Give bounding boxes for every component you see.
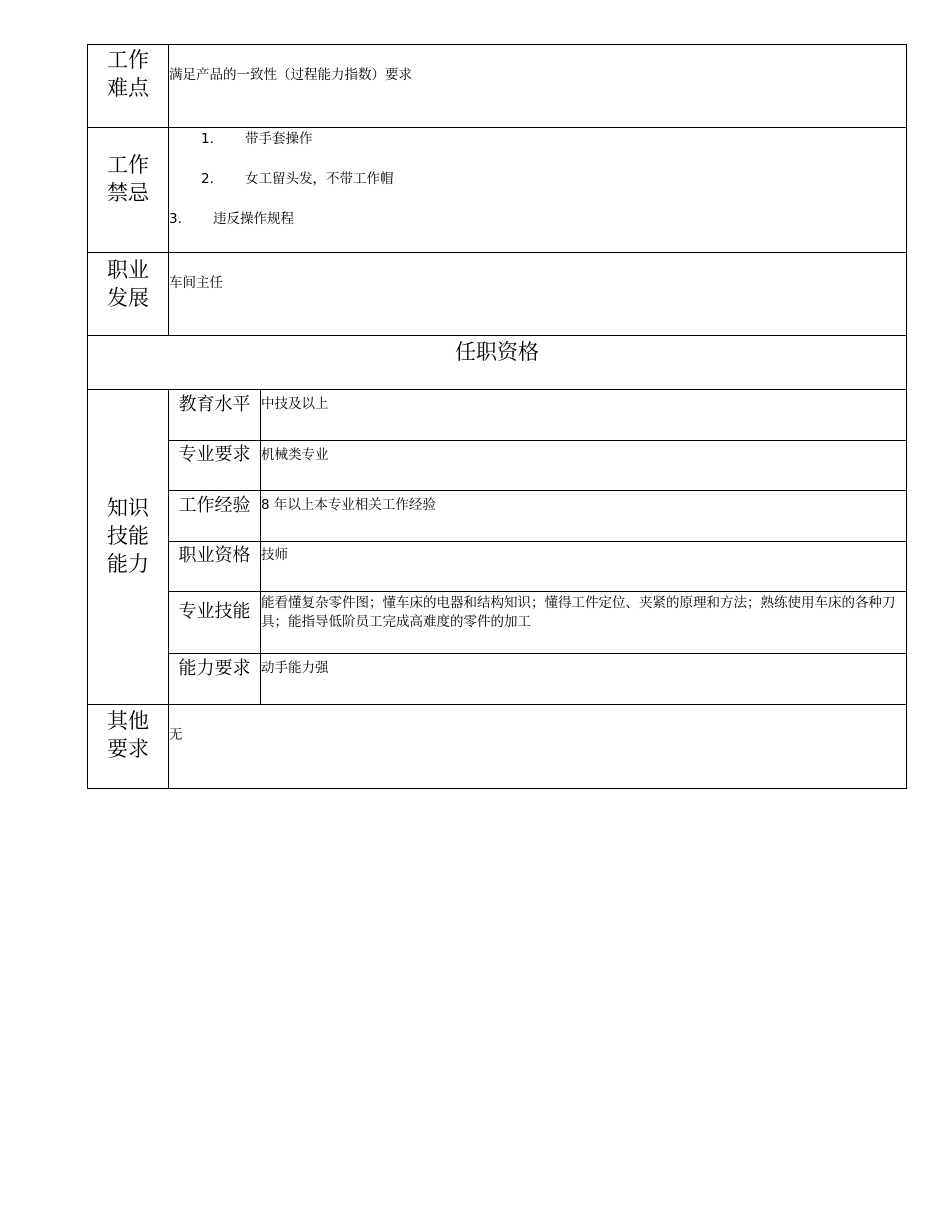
taboo-item-text: 违反操作规程: [213, 211, 294, 227]
knowledge-item-label: 工作经验: [178, 495, 251, 516]
knowledge-item-label: 职业资格: [178, 545, 251, 566]
taboo-item-text: 带手套操作: [245, 131, 313, 147]
row-label-difficulty: 工作 难点: [107, 48, 149, 100]
row-divider: [87, 389, 907, 390]
knowledge-item-label: 专业要求: [178, 444, 251, 465]
taboo-item-text: 女工留头发，不带工作帽: [245, 171, 394, 187]
subrow-divider: [168, 490, 907, 491]
knowledge-item-text: 机械类专业: [261, 447, 329, 463]
row-label-other: 其他 要求: [107, 709, 149, 761]
career-text: 车间主任: [169, 275, 223, 291]
knowledge-item-text: 中技及以上: [261, 396, 329, 412]
taboo-item-number: 1.: [201, 131, 214, 147]
row-divider: [87, 127, 907, 128]
taboo-item-number: 3.: [169, 211, 182, 227]
taboo-item-number: 2.: [201, 171, 214, 187]
subrow-divider: [168, 541, 907, 542]
knowledge-item-label: 教育水平: [178, 394, 251, 415]
qualification-section-title: 任职资格: [455, 340, 539, 364]
knowledge-item-label: 能力要求: [178, 658, 251, 679]
knowledge-item-text: 8 年以上本专业相关工作经验: [261, 497, 436, 513]
knowledge-item-text: 技师: [261, 547, 288, 563]
difficulty-text: 满足产品的一致性（过程能力指数）要求: [169, 67, 412, 83]
subrow-divider: [168, 653, 907, 654]
knowledge-item-text: 能看懂复杂零件图；懂车床的电器和结构知识；懂得工件定位、夹紧的原理和方法；熟练使用车床的各种刀具；能指导低阶员工完成高难度的零件的加工: [261, 595, 896, 630]
subrow-divider: [168, 591, 907, 592]
row-label-knowledge: 知识 技能 能力: [107, 496, 149, 576]
knowledge-item-text: 动手能力强: [261, 660, 329, 676]
other-text: 无: [169, 727, 183, 743]
row-label-career: 职业 发展: [107, 258, 149, 310]
knowledge-item-label: 专业技能: [178, 601, 251, 622]
subrow-divider: [168, 440, 907, 441]
row-divider: [87, 252, 907, 253]
row-divider: [87, 335, 907, 336]
row-label-taboos: 工作 禁忌: [107, 153, 149, 205]
row-divider: [87, 704, 907, 705]
